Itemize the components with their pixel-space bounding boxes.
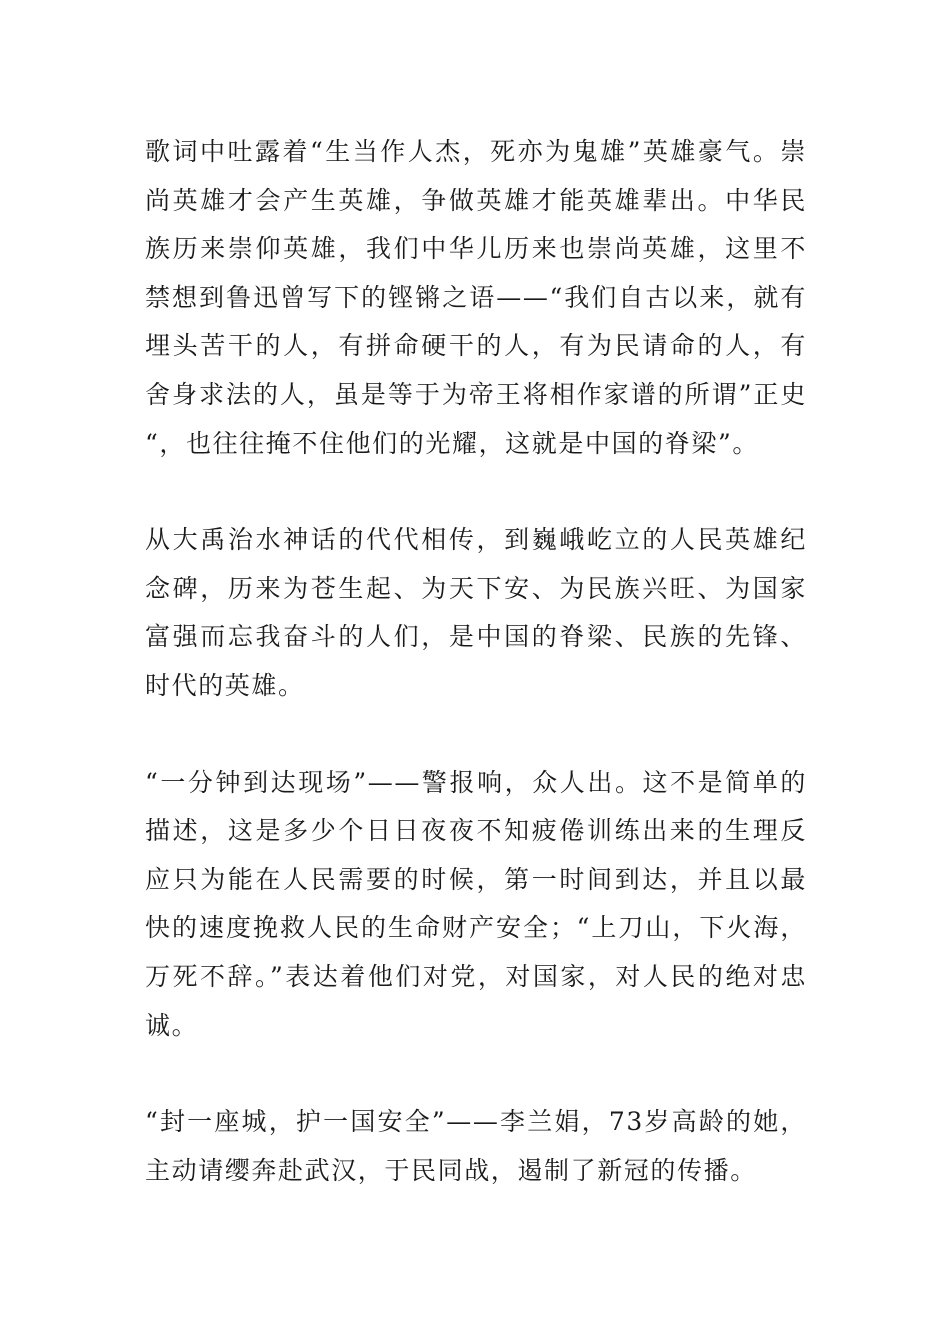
document-page: [145, 128, 807, 1195]
paragraph-3: “一分钟到达现场”——警报响，众人出。这不是简单的描述，这是多少个日日夜夜不知疲倦训练出来的生理反应只为能在人民需要的时候，第一时间到达，并且以最快的速度挽救人民的生命财产安全；“上刀山，下火海，万死不辞。”表达着他们对党，对国家，对人民的绝对忠诚。: [145, 767, 807, 1040]
paragraph-1: 歌词中吐露着“生当作人杰，死亦为鬼雄”英雄豪气。崇尚英雄才会产生英雄，争做英雄才能英雄辈出。中华民族历来崇仰英雄，我们中华儿历来也崇尚英雄，这里不禁想到鲁迅曾写下的铿锵之语——“我们自古以来，就有埋头苦干的人，有拼命硬干的人，有为民请命的人，有舍身求法的人，虽是等于为帝王将相作家谱的所谓”正史“，也往往掩不住他们的光耀，这就是中国的脊梁”。: [145, 137, 807, 458]
paragraph-4: “封一座城，护一国安全”——李兰娟，73岁高龄的她，主动请缨奔赴武汉，于民同战，遏制了新冠的传播。: [145, 1107, 807, 1185]
paragraph-2: 从大禹治水神话的代代相传，到巍峨屹立的人民英雄纪念碑，历来为苍生起、为天下安、为民族兴旺、为国家富强而忘我奋斗的人们，是中国的脊梁、民族的先锋、时代的英雄。: [145, 525, 807, 700]
